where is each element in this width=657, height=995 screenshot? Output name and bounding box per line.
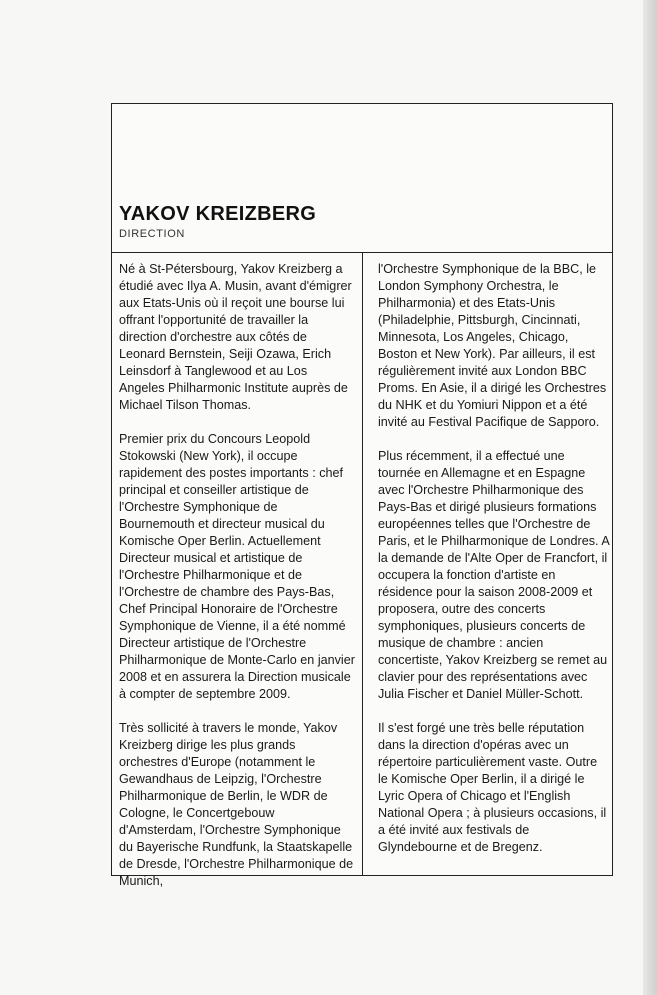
artist-name: YAKOV KREIZBERG bbox=[119, 203, 317, 225]
column-divider bbox=[362, 253, 363, 875]
artist-role: DIRECTION bbox=[119, 228, 185, 240]
right-column bbox=[378, 261, 610, 873]
paragraph: Né à St-Pétersbourg, Yakov Kreizberg a étudié avec Ilya A. Musin, avant d'émigrer aux Etats-Unis où il reçoit une bourse lui offrant l'opportunité de travailler la direction d'orchestre aux côtés de Leonard Bernstein, Seiji Ozawa, Erich Leinsdorf à Tanglewood et au Los Angeles Philharmonic Institute auprès de Michael Tilson Thomas. bbox=[119, 262, 352, 412]
left-column bbox=[119, 261, 355, 907]
page-edge bbox=[643, 0, 657, 995]
paragraph: Premier prix du Concours Leopold Stokowski (New York), il occupe rapidement des postes importants : chef principal et conseiller artistique de l'Orchestre Symphonique de Bournemouth et directeur musical du Komische Oper Berlin. Actuellement Directeur musical et artistique de l'Orchestre Philharmonique et de l'Orchestre de chambre des Pays-Bas, Chef Principal Honoraire de l'Orchestre Symphonique de Vienne, il a été nommé Directeur artistique de l'Orchestre Philharmonique de Monte-Carlo en janvier 2008 et en assurera la Direction musicale à compter de septembre 2009. bbox=[119, 432, 355, 701]
paragraph: l'Orchestre Symphonique de la BBC, le London Symphony Orchestra, le Philharmonia) et des Etats-Unis (Philadelphie, Pittsburgh, Cincinnati, Minnesota, Los Angeles, Chicago, Boston et New York). Par ailleurs, il est régulièrement invité aux London BBC Proms. En Asie, il a dirigé les Orchestres du NHK et du Yomiuri Nippon et a été invité au Festival Pacifique de Sapporo. bbox=[378, 262, 607, 429]
paragraph: Très sollicité à travers le monde, Yakov Kreizberg dirige les plus grands orchestres d'Europe (notamment le Gewandhaus de Leipzig, l'Orchestre Philharmonique de Berlin, le WDR de Cologne, le Concertgebouw d'Amsterdam, l'Orchestre Symphonique du Bayerische Rundfunk, la Staatskapelle de Dresde, l'Orchestre Philharmonique de Munich, bbox=[119, 721, 354, 888]
biography-header bbox=[112, 104, 612, 253]
paragraph: Il s'est forgé une très belle réputation dans la direction d'opéras avec un répertoire particulièrement vaste. Outre le Komische Oper Berlin, il a dirigé le Lyric Opera of Chicago et l'English National Opera ; à plusieurs occasions, il a été invité aux festivals de Glyndebourne et de Bregenz. bbox=[378, 721, 607, 854]
paragraph: Plus récemment, il a effectué une tournée en Allemagne et en Espagne avec l'Orchestre Philharmonique des Pays-Bas et dirigé plusieurs formations européennes telles que l'Orchestre de Paris, et le Philharmonique de Londres. A la demande de l'Alte Oper de Francfort, il occupera la fonction d'artiste en résidence pour la saison 2008-2009 et proposera, outre des concerts symphoniques, plusieurs concerts de musique de chambre : ancien concertiste, Yakov Kreizberg se remet au clavier pour des représentations avec Julia Fischer et Daniel Müller-Schott. bbox=[378, 449, 610, 701]
biography-frame bbox=[111, 103, 613, 888]
